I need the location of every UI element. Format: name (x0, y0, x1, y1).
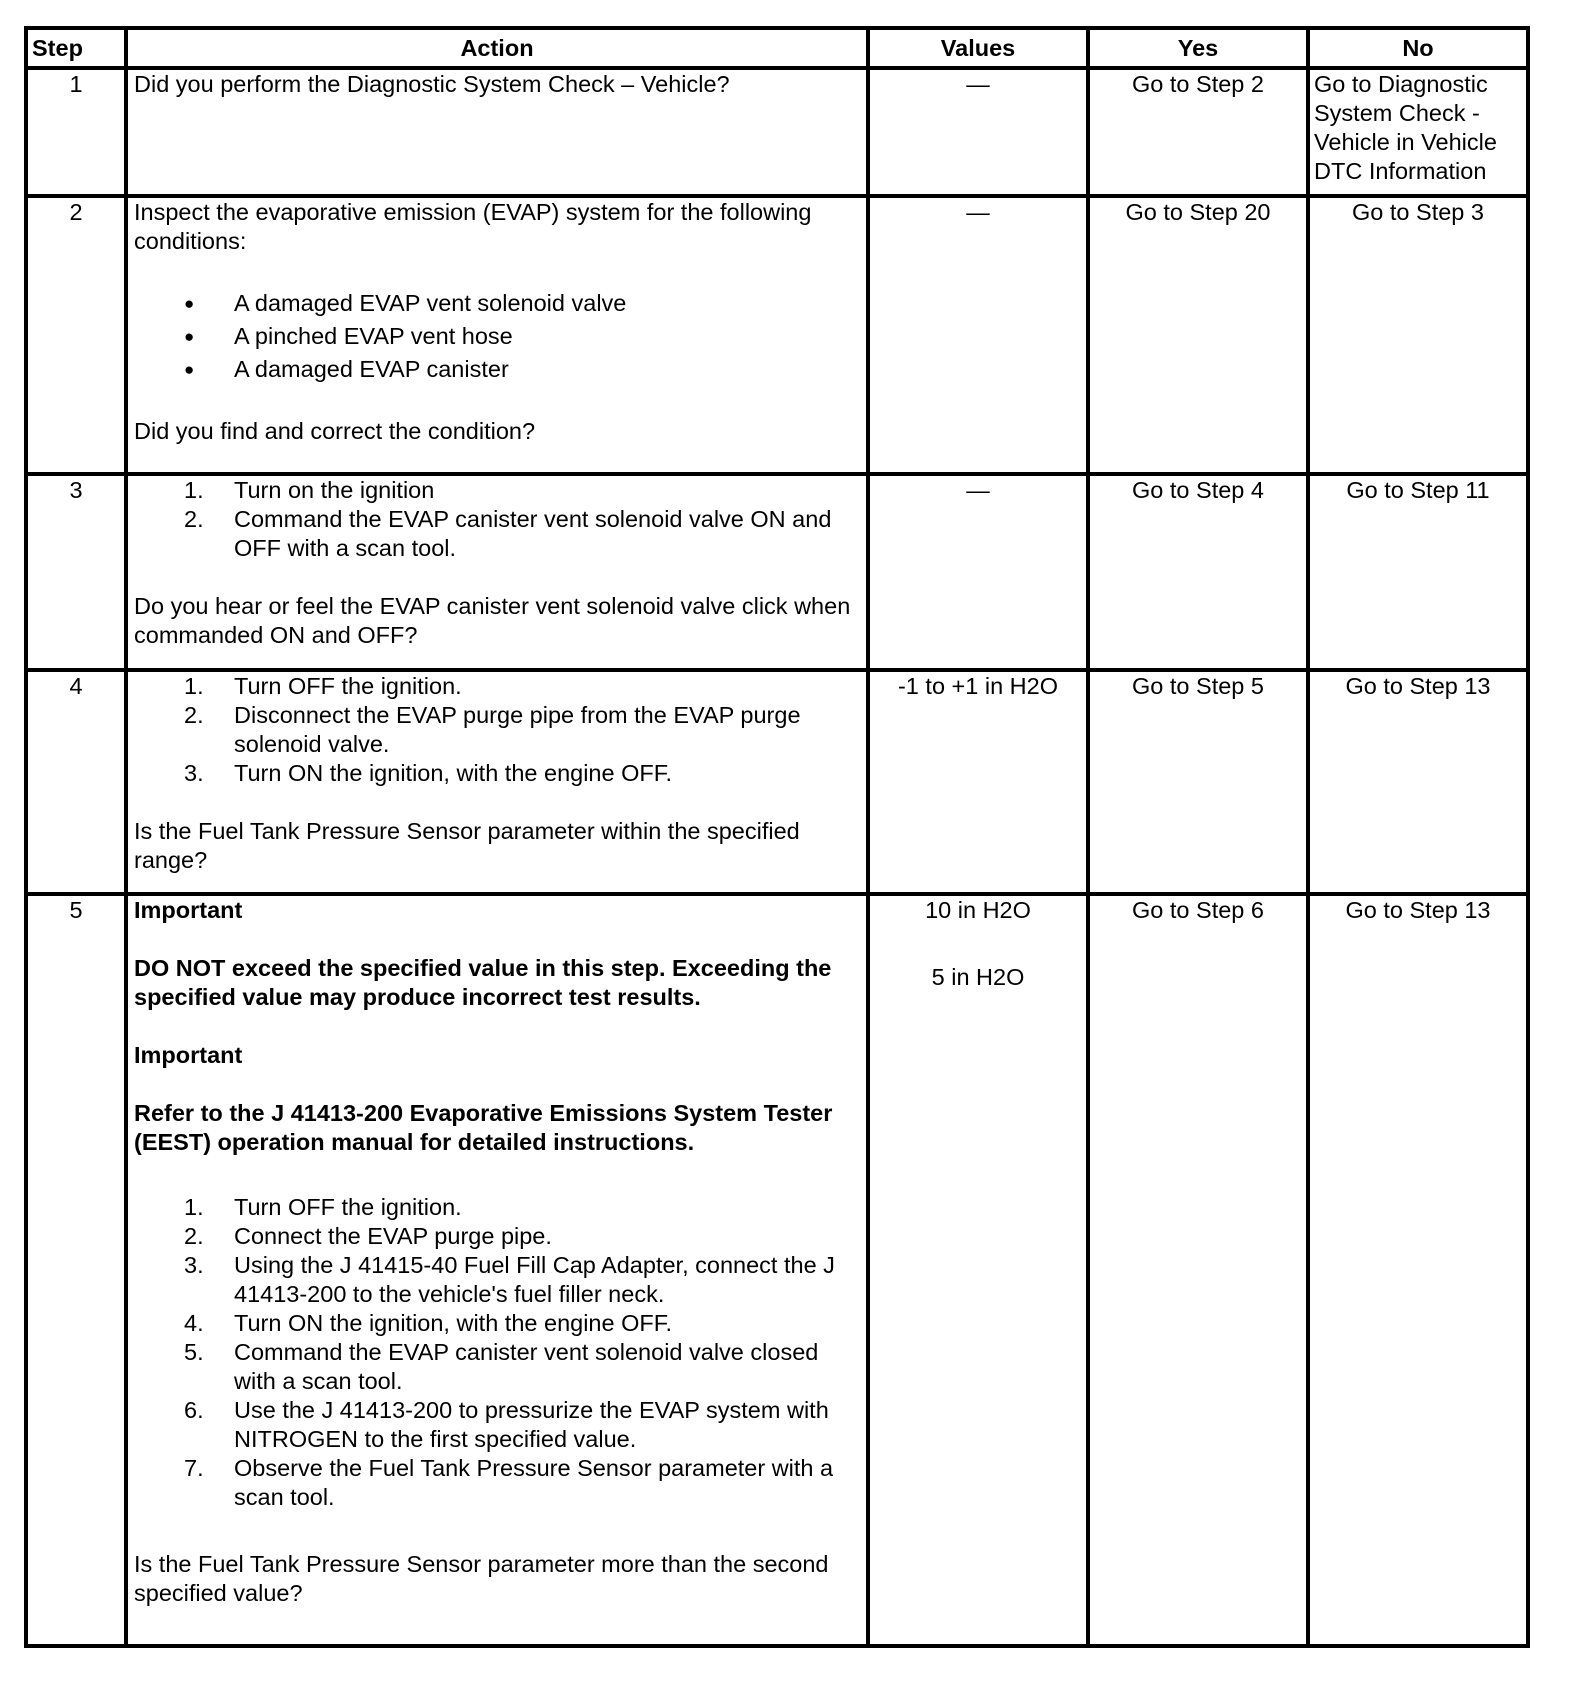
yes-cell: Go to Step 5 (1088, 670, 1308, 894)
list-item: Command the EVAP canister vent solenoid valve ON and OFF with a scan tool. (234, 506, 832, 561)
step-number: 2 (26, 196, 126, 474)
value-cell: — (868, 68, 1088, 196)
list-item: ● A damaged EVAP vent solenoid valve (134, 289, 860, 318)
list-item: Connect the EVAP purge pipe. (234, 1223, 552, 1249)
yes-cell: Go to Step 4 (1088, 474, 1308, 670)
table-row (26, 196, 1528, 474)
important-label: Important (134, 897, 243, 923)
step-number: 3 (26, 474, 126, 670)
action-cell (126, 196, 868, 474)
no-cell: Go to Diagnostic System Check - Vehicle in Vehicle DTC Information (1308, 68, 1528, 196)
action-cell (126, 68, 868, 196)
list-item: Turn ON the ignition, with the engine OFF. (234, 760, 673, 786)
action-question: Did you find and correct the condition? (134, 418, 536, 444)
action-question: Do you hear or feel the EVAP canister vent solenoid valve click when commanded ON and OFF? (134, 593, 851, 648)
list-item: ● A pinched EVAP vent hose (134, 322, 860, 351)
important-text: Refer to the J 41413-200 Evaporative Emissions System Tester (EEST) operation manual for detailed instructions. (134, 1100, 833, 1155)
header-yes: Yes (1088, 28, 1308, 68)
header-step: Step (26, 28, 126, 68)
action-intro: Inspect the evaporative emission (EVAP) system for the following conditions: (134, 199, 812, 254)
list-item: Turn on the ignition (234, 477, 435, 503)
no-cell: Go to Step 13 (1308, 670, 1528, 894)
list-item: Use the J 41413-200 to pressurize the EVAP system with NITROGEN to the first specified value. (234, 1397, 829, 1452)
action-cell (126, 670, 868, 894)
header-action: Action (126, 28, 868, 68)
important-label: Important (134, 1042, 243, 1068)
value-cell (868, 894, 1088, 1646)
step-number: 4 (26, 670, 126, 894)
yes-cell: Go to Step 2 (1088, 68, 1308, 196)
yes-cell: Go to Step 6 (1088, 894, 1308, 1646)
action-question: Is the Fuel Tank Pressure Sensor parameter within the specified range? (134, 818, 800, 873)
table-row (26, 474, 1528, 670)
yes-cell: Go to Step 20 (1088, 196, 1308, 474)
list-item: Turn ON the ignition, with the engine OFF. (234, 1310, 673, 1336)
table-row (26, 670, 1528, 894)
list-item: Turn OFF the ignition. (234, 673, 462, 699)
table-row (26, 894, 1528, 1646)
step-number: 1 (26, 68, 126, 196)
header-no: No (1308, 28, 1528, 68)
step-number: 5 (26, 894, 126, 1646)
procedure-list (134, 1193, 860, 1512)
value-cell: — (868, 196, 1088, 474)
list-item: Disconnect the EVAP purge pipe from the EVAP purge solenoid valve. (234, 702, 801, 757)
important-text: DO NOT exceed the specified value in this step. Exceeding the specified value may produce incorrect test results. (134, 955, 832, 1010)
procedure-list (134, 672, 860, 788)
procedure-list (134, 476, 860, 563)
header-row (26, 28, 1528, 68)
second-specified-value: 5 in H2O (931, 964, 1025, 990)
action-question: Is the Fuel Tank Pressure Sensor parameter more than the second specified value? (134, 1551, 829, 1606)
action-cell (126, 894, 868, 1646)
value-cell: — (868, 474, 1088, 670)
no-cell: Go to Step 3 (1308, 196, 1528, 474)
list-item: Turn OFF the ignition. (234, 1194, 462, 1220)
first-specified-value: 10 in H2O (925, 897, 1031, 923)
no-cell: Go to Step 11 (1308, 474, 1528, 670)
list-item: Observe the Fuel Tank Pressure Sensor parameter with a scan tool. (234, 1455, 834, 1510)
no-cell: Go to Step 13 (1308, 894, 1528, 1646)
list-item: Command the EVAP canister vent solenoid valve closed with a scan tool. (234, 1339, 819, 1394)
action-question: Did you perform the Diagnostic System Check – Vehicle? (134, 71, 730, 97)
condition-list (134, 289, 860, 384)
table-row (26, 68, 1528, 196)
header-values: Values (868, 28, 1088, 68)
diagnostic-table (24, 26, 1530, 1648)
action-cell (126, 474, 868, 670)
list-item: Using the J 41415-40 Fuel Fill Cap Adapter, connect the J 41413-200 to the vehicle's fuel filler neck. (234, 1252, 835, 1307)
list-item: ● A damaged EVAP canister (134, 355, 860, 384)
value-cell: -1 to +1 in H2O (868, 670, 1088, 894)
